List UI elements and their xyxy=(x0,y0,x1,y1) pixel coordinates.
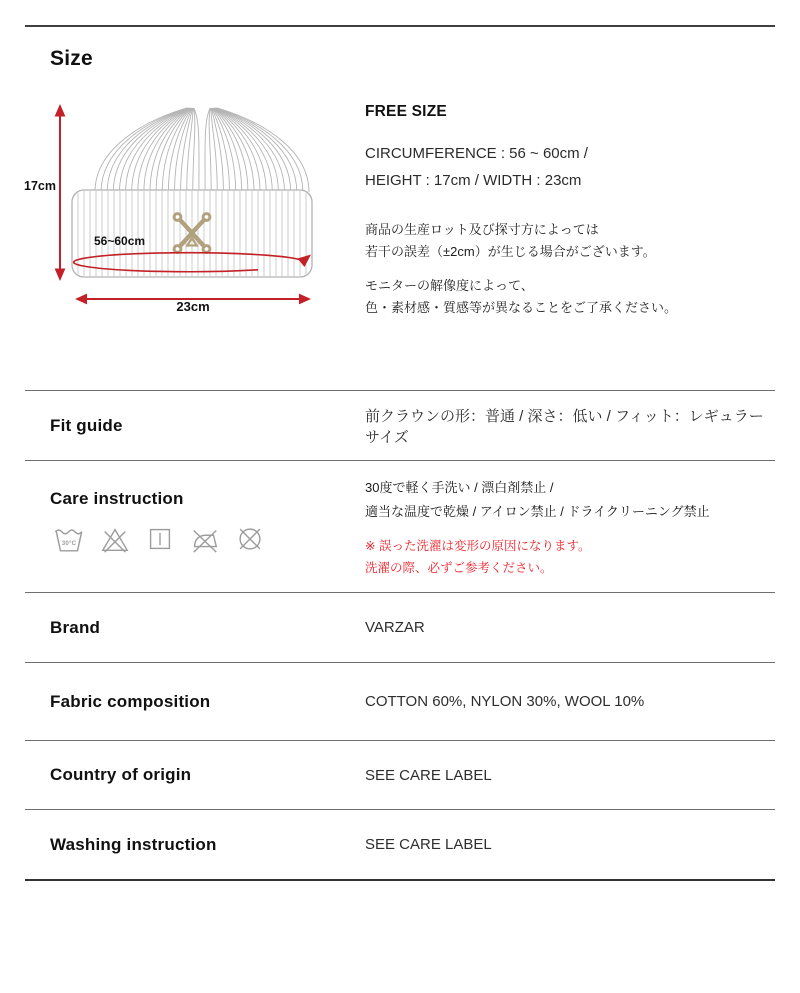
height-width-text: HEIGHT : 17cm / WIDTH : 23cm xyxy=(365,172,582,189)
wash-temp-text: 30°C xyxy=(61,540,77,548)
monitor-note-line1: モニターの解像度によって、 xyxy=(365,278,534,293)
fabric-composition-label: Fabric composition xyxy=(50,691,211,711)
beanie-size-diagram xyxy=(25,95,355,335)
size-section-heading: Size xyxy=(50,47,93,70)
table-row-fabric-composition xyxy=(25,662,775,740)
no-iron-icon xyxy=(189,523,221,555)
no-bleach-icon xyxy=(99,523,131,555)
care-line1: 30度で軽く手洗い / 漂白剤禁止 / xyxy=(365,480,554,495)
table-row-brand xyxy=(25,592,775,662)
top-divider xyxy=(25,25,775,27)
country-of-origin-label: Country of origin xyxy=(50,765,192,784)
dimensions-text xyxy=(365,140,780,194)
table-row-country-of-origin xyxy=(25,740,775,809)
care-warning-line1: ※ 誤った洗濯は変形の原因になります。 xyxy=(365,539,591,553)
brand-label: Brand xyxy=(50,617,101,637)
hand-wash-30c-icon xyxy=(52,524,86,554)
height-dimension-label: 17cm xyxy=(24,179,56,193)
fit-guide-label: Fit guide xyxy=(50,415,123,435)
care-instruction-label: Care instruction xyxy=(50,489,184,508)
lot-note-line1: 商品の生産ロット及び探寸方によっては xyxy=(365,222,599,237)
circumference-dimension-label: 56~60cm xyxy=(94,234,146,248)
free-size-heading: FREE SIZE xyxy=(365,103,447,120)
washing-instruction-label: Washing instruction xyxy=(50,834,217,854)
care-icons-row xyxy=(52,523,365,555)
washing-instruction-value: SEE CARE LABEL xyxy=(365,836,492,853)
width-dimension-label: 23cm xyxy=(176,299,210,314)
drip-dry-icon xyxy=(144,523,176,555)
lot-note-line2: 若干の誤差（±2cm）が生じる場合がございます。 xyxy=(365,243,656,259)
free-size-block xyxy=(365,103,780,318)
beanie-crown xyxy=(95,108,309,192)
table-row-care-instruction xyxy=(25,460,775,592)
lot-tolerance-note xyxy=(365,219,780,262)
monitor-note-line2: 色・素材感・質感等が異なることをご了承ください。 xyxy=(365,299,678,315)
care-instruction-cell xyxy=(25,461,365,555)
fabric-composition-value: COTTON 60%, NYLON 30%, WOOL 10% xyxy=(365,693,645,710)
no-dry-clean-icon xyxy=(234,523,266,555)
care-warning-text xyxy=(365,535,775,579)
circumference-text: CIRCUMFERENCE : 56 ~ 60cm / xyxy=(365,145,588,162)
care-warning-line2: 洗濯の際、必ずご参考ください。 xyxy=(365,561,553,575)
care-instruction-text xyxy=(365,476,775,524)
monitor-note xyxy=(365,275,780,318)
care-instruction-value xyxy=(365,461,775,579)
care-line2: 適当な温度で乾燥 / アイロン禁止 / ドライクリーニング禁止 xyxy=(365,504,710,519)
country-of-origin-value: SEE CARE LABEL xyxy=(365,766,492,784)
table-row-fit-guide xyxy=(25,390,775,460)
brand-value: VARZAR xyxy=(365,619,425,636)
spec-table xyxy=(25,390,775,881)
table-row-washing-instruction xyxy=(25,809,775,881)
fit-guide-value: 前クラウンの形：普通 / 深さ：低い / フィット：レギュラーサイズ xyxy=(365,407,764,446)
